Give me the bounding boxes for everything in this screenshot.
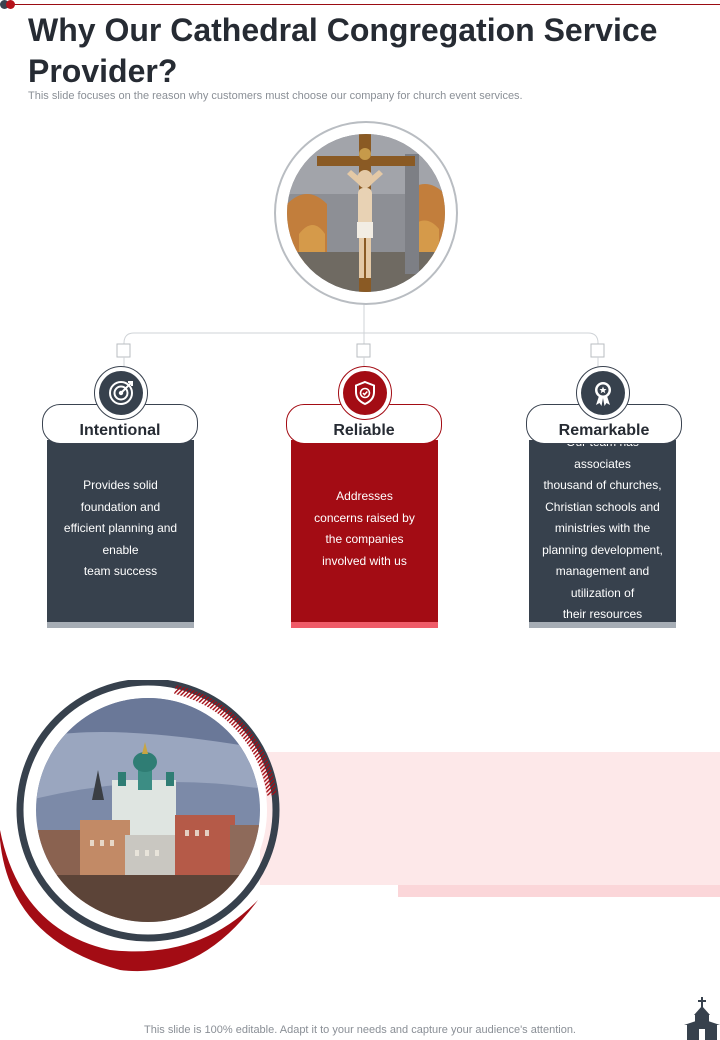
top-rule [8, 4, 720, 5]
church-icon [684, 997, 720, 1040]
top-dot-red [6, 0, 15, 9]
card-remarkable-icon-badge [576, 366, 630, 420]
slide-title: Why Our Cathedral Congregation Service Provider? [28, 12, 658, 89]
card-reliable-text: Addresses concerns raised by the companies involved with us [314, 489, 415, 568]
card-reliable-body [291, 440, 438, 628]
award-ribbon-icon [589, 379, 617, 407]
crucifix-image [287, 134, 445, 292]
cathedral-city-image [0, 680, 300, 980]
slide-subtitle: This slide focuses on the reason why customers must choose our company for church event services. [28, 90, 523, 102]
card-intentional-icon-badge [94, 366, 148, 420]
card-intentional-heading: Intentional [79, 422, 161, 439]
pink-band-lower [398, 885, 720, 897]
footer-note: This slide is 100% editable. Adapt it to your needs and capture your audience's attention. [144, 1024, 576, 1036]
pink-band [260, 752, 720, 885]
hero-image-frame [274, 121, 458, 305]
target-icon [107, 379, 135, 407]
card-remarkable-text: associates thousand of churches, Christian schools and ministries with the planning development, management and utilization of their resources [542, 456, 663, 622]
card-intentional-text: Provides solid foundation and efficient planning and enable team success [63, 478, 178, 579]
card-remarkable-heading: Remarkable [558, 422, 650, 439]
shield-icon [351, 379, 379, 407]
card-remarkable-body [529, 440, 676, 628]
card-reliable-icon-badge [338, 366, 392, 420]
card-intentional-body [47, 440, 194, 628]
card-reliable-heading: Reliable [333, 422, 395, 439]
